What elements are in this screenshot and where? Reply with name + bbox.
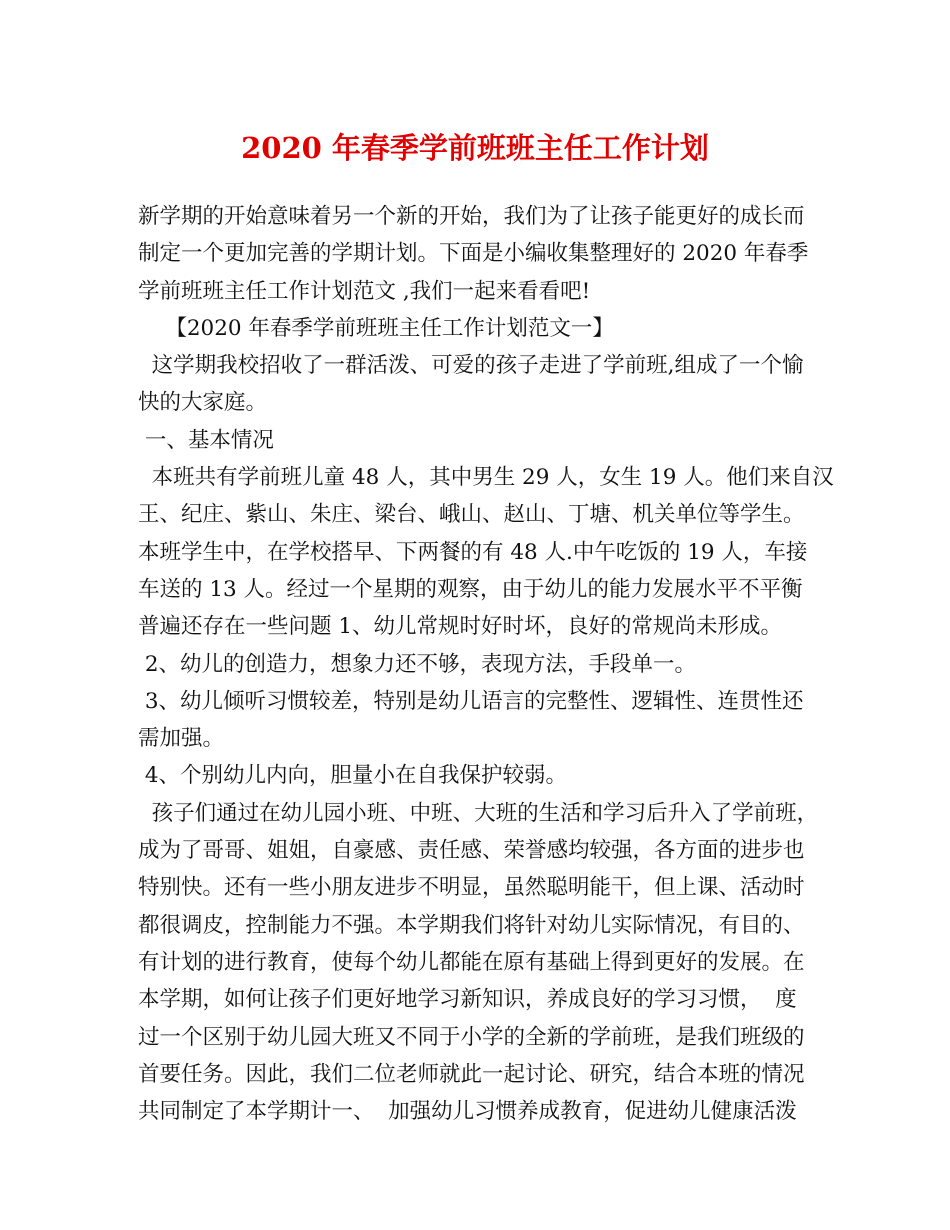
subsection-heading: 一、基本情况 [138,427,274,453]
body-line: 新学期的开始意味着另一个新的开始，我们为了让孩子能更好的成长而 [138,204,805,229]
body-line: 制定一个更加完善的学期计划。下面是小编收集整理好的 2020 年春季 [138,241,809,267]
body-line: 这学期我校招收了一群活泼、可爱的孩子走进了学前班,组成了一个愉 [138,353,804,379]
body-line: 需加强。 [138,726,225,752]
body-line: 过一个区别于幼儿园大班又不同于小学的全新的学前班，是我们班级的 [138,1024,805,1050]
body-line: 成为了哥哥、姐姐，自豪感、责任感、荣誉感均较强，各方面的进步也 [138,838,805,864]
body-line: 普遍还存在一些问题 1、幼儿常规时好时坏，良好的常规尚未形成。 [138,614,783,640]
body-line: 2、幼儿的创造力，想象力还不够，表现方法，手段单一。 [138,651,697,677]
body-line: 本学期，如何让孩子们更好地学习新知识，养成良好的学习习惯， 度 [138,987,797,1013]
body-line: 首要任务。因此，我们二位老师就此一起讨论、研究，结合本班的情况 [138,1061,805,1087]
document-body [138,198,834,1130]
document-title: 2020 年春季学前班班主任工作计划 [241,131,709,165]
body-line: 共同制定了本学期计一、 加强幼儿习惯养成教育，促进幼儿健康活泼 [138,1099,797,1125]
body-line: 4、个别幼儿内向，胆量小在自我保护较弱。 [138,763,568,789]
body-line: 快的大家庭。 [138,390,268,416]
body-line: 王、纪庄、紫山、朱庄、梁台、峨山、赵山、丁塘、机关单位等学生。 [138,502,805,528]
body-line: 本班学生中，在学校搭早、下两餐的有 48 人.中午吃饭的 19 人，车接 [138,539,808,565]
body-line: 有计划的进行教育，使每个幼儿都能在原有基础上得到更好的发展。在 [138,949,805,975]
body-line: 学前班班主任工作计划范文 ,我们一起来看看吧! [138,278,591,304]
body-line: 都很调皮，控制能力不强。本学期我们将针对幼儿实际情况，有目的、 [138,912,805,938]
section-heading: 【2020 年春季学前班班主任工作计划范文一】 [138,315,614,341]
body-line: 孩子们通过在幼儿园小班、中班、大班的生活和学习后升入了学前班， [138,800,819,826]
body-line: 本班共有学前班儿童 48 人，其中男生 29 人，女生 19 人。他们来自汉 [138,465,834,491]
body-line: 车送的 13 人。经过一个星期的观察，由于幼儿的能力发展水平不平衡 [138,576,803,602]
body-line: 3、幼儿倾听习惯较差，特别是幼儿语言的完整性、逻辑性、连贯性还 [138,688,804,714]
body-line: 特别快。还有一些小朋友进步不明显，虽然聪明能干，但上课、活动时 [138,875,805,901]
